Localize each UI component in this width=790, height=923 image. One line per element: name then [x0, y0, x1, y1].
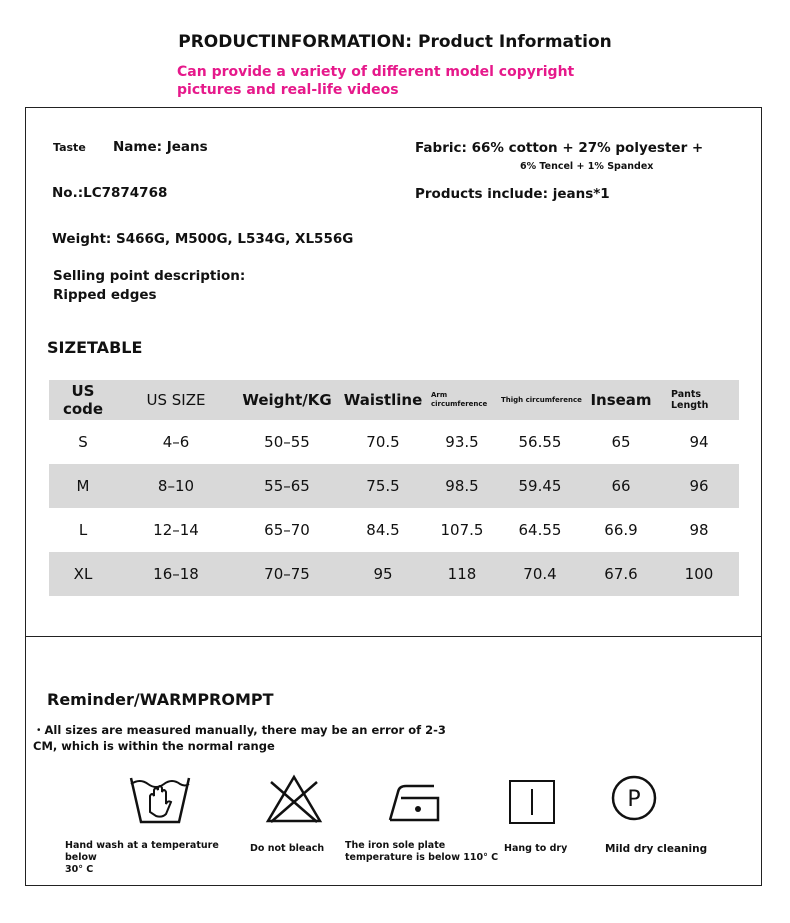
cell: L: [78, 521, 88, 539]
hand-wash-icon: [128, 774, 192, 826]
care-label-line: The iron sole plate: [345, 840, 446, 851]
cell: 16–18: [117, 552, 235, 596]
care-label-line: Hand wash at a temperature below: [65, 840, 219, 863]
selling-point-value: Ripped edges: [53, 287, 157, 303]
care-label-no-bleach: [250, 843, 350, 855]
fabric-line-2: 6% Tencel + 1% Spandex: [520, 161, 654, 172]
cell: 66.9: [604, 521, 638, 539]
care-label-hand-wash: [65, 840, 245, 876]
header-thigh: Thigh circumference: [497, 380, 583, 420]
care-label-line: Hang to dry: [504, 843, 568, 854]
subtitle-line-1: Can provide a variety of different model copyright: [177, 64, 575, 80]
subtitle: [177, 63, 597, 99]
care-label-hang-dry: [504, 843, 594, 855]
header-us-size: US SIZE: [117, 380, 235, 420]
table-row: [49, 464, 739, 508]
cell: 84.5: [366, 521, 400, 539]
svg-text:P: P: [627, 787, 641, 812]
size-table-header: [49, 380, 739, 420]
product-weight: Weight: S466G, M500G, L534G, XL556G: [52, 231, 354, 247]
cell: 75.5: [339, 464, 427, 508]
cell: 59.45: [497, 464, 583, 508]
hang-dry-icon: [508, 779, 556, 825]
header-waistline: Waistline: [339, 380, 427, 420]
cell: 56.55: [518, 433, 562, 451]
cell: XL: [49, 552, 117, 596]
selling-point-title: Selling point description:: [53, 268, 246, 284]
product-name: Name: Jeans: [113, 139, 208, 155]
taste-label: Taste: [53, 141, 86, 154]
reminder-note-line-2: CM, which is within the normal range: [33, 739, 275, 753]
cell: M: [49, 464, 117, 508]
cell: 96: [659, 464, 739, 508]
cell: 65: [611, 433, 631, 451]
care-label-line: temperature is below 110° C: [345, 852, 499, 863]
care-label-iron: [345, 840, 505, 864]
dry-clean-icon: [609, 773, 659, 823]
header-weight: Weight/KG: [235, 380, 339, 420]
size-table: [49, 380, 739, 596]
iron-icon: [388, 782, 440, 824]
cell: 8–10: [117, 464, 235, 508]
care-label-line: Mild dry cleaning: [605, 843, 708, 855]
header-arm: Arm circumference: [427, 380, 497, 420]
products-include: Products include: jeans*1: [415, 186, 610, 202]
cell: 98: [689, 521, 709, 539]
care-label-dry-clean: [605, 843, 725, 855]
table-row: [49, 508, 739, 552]
fabric-line-1: Fabric: 66% cotton + 27% polyester +: [415, 140, 704, 156]
care-label-line: 30° C: [65, 864, 94, 875]
care-label-line: Do not bleach: [250, 843, 325, 854]
table-row: [49, 552, 739, 596]
cell: 12–14: [153, 521, 199, 539]
cell: 67.6: [583, 552, 659, 596]
subtitle-line-2: pictures and real-life videos: [177, 82, 399, 98]
cell: 70.5: [366, 433, 400, 451]
reminder-note-line-1: ・All sizes are measured manually, there may be an error of 2-3: [33, 723, 446, 737]
table-row: [49, 420, 739, 464]
size-table-title: SIZETABLE: [47, 338, 143, 357]
product-number: No.:LC7874768: [52, 185, 168, 201]
header-inseam: Inseam: [583, 380, 659, 420]
header-us-code: US code: [49, 380, 117, 420]
cell: 94: [689, 433, 709, 451]
cell: 118: [427, 552, 497, 596]
cell: 70.4: [497, 552, 583, 596]
cell: 70–75: [235, 552, 339, 596]
cell: 65–70: [264, 521, 310, 539]
reminder-note: [33, 722, 446, 754]
cell: 4–6: [162, 433, 190, 451]
page-title: PRODUCTINFORMATION: Product Information: [178, 32, 612, 52]
cell: 66: [583, 464, 659, 508]
cell: S: [78, 433, 88, 451]
cell: 50–55: [264, 433, 310, 451]
cell: 55–65: [235, 464, 339, 508]
header-pants-length: Pants Length: [659, 380, 739, 420]
cell: 95: [339, 552, 427, 596]
cell: 100: [659, 552, 739, 596]
cell: 93.5: [445, 433, 479, 451]
cell: 98.5: [427, 464, 497, 508]
reminder-title: Reminder/WARMPROMPT: [47, 690, 274, 709]
no-bleach-icon: [265, 774, 323, 824]
cell: 64.55: [518, 521, 562, 539]
cell: 107.5: [440, 521, 484, 539]
